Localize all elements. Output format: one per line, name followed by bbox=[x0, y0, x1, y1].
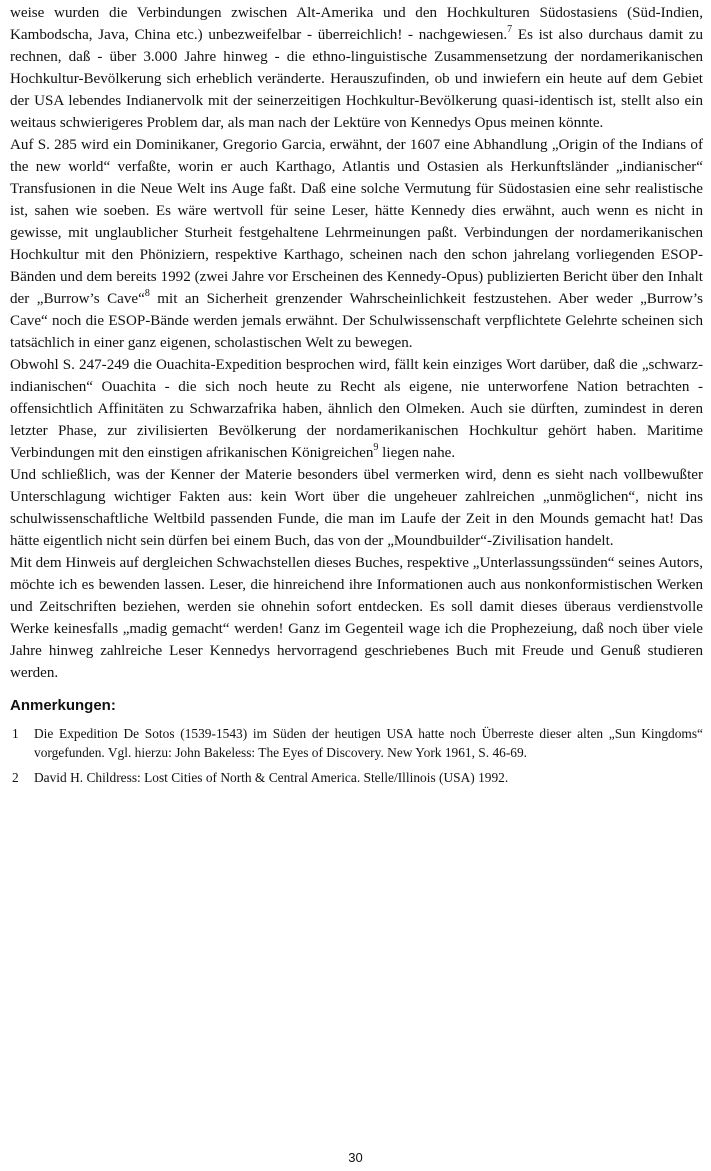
paragraph-text-continued: liegen nahe. bbox=[378, 445, 456, 461]
page-number: 30 bbox=[348, 1150, 363, 1165]
footnote-number: 2 bbox=[12, 770, 19, 785]
footnote-number: 1 bbox=[12, 726, 19, 741]
paragraph-5 bbox=[10, 552, 703, 684]
paragraph-text-continued: mit an Sicherheit grenzender Wahrscheinlichkeit festzustehen. Aber weder „Burrow’s Cave“ noch die ESOP-Bände werden jemals erwähnt. Der Schulwissenschaft verpflichtete Gelehrte scheinen sich tatsächlich in einer ganz eigenen, scholastischen Welt zu bewegen. bbox=[10, 291, 703, 351]
body-text bbox=[10, 2, 703, 684]
paragraph-text: Und schließlich, was der Kenner der Materie besonders übel vermerken wird, denn es sieht nach vollbewußter Unterschlagung wichtiger Fakten aus: kein Wort über die ungeheuer zahlreichen „unmöglichen“, nicht ins schulwissenschaftliche Weltbild passenden Funde, die man im Laufe der Zeit in den Mounds gemacht hat! Das hätte eigentlich nicht sein dürfen bei einem Buch, das von der „Moundbuilder“-Zivilisation handelt. bbox=[10, 467, 703, 549]
paragraph-text-continued: Es ist also durchaus damit zu rechnen, daß - über 3.000 Jahre hinweg - die ethno-linguistische Zusammensetzung der nordamerikanischen Hochkultur-Bevölkerung sich erheblich veränderte. Herauszufinden, ob und inwiefern ein heute auf dem Gebiet der USA lebendes Indianervolk mit der seinerzeitigen Hochkultur-Bevölkerung quasi-identisch ist, stellt also ein weitaus schwierigeres Problem dar, als man nach der Lektüre von Kennedys Opus meinen könnte. bbox=[10, 27, 703, 131]
footnote-text: David H. Childress: Lost Cities of North & Central America. Stelle/Illinois (USA) 1992. bbox=[34, 770, 509, 785]
footnote-item bbox=[10, 724, 703, 762]
footnote-item bbox=[10, 768, 703, 787]
footnote-text: Die Expedition De Sotos (1539-1543) im Süden der heutigen USA hatte noch Überreste dieser alten „Sun Kingdoms“ vorgefunden. Vgl. hierzu: John Bakeless: The Eyes of Discovery. New York 1961, S. 46-69. bbox=[34, 726, 703, 760]
footnote-ref-7: 7 bbox=[507, 23, 513, 35]
notes-heading: Anmerkungen: bbox=[10, 697, 116, 714]
paragraph-3 bbox=[10, 354, 703, 464]
paragraph-text: Auf S. 285 wird ein Dominikaner, Gregorio Garcia, erwähnt, der 1607 eine Abhandlung „Origin of the Indians of the new world“ verfaßte, worin er auch Karthago, Atlantis und Ostasien als Herkunftsländer „indianischer“ Transfusionen in die Neue Welt ins Auge faßt. Daß eine solche Vermutung für Südostasien eine sehr realistische ist, sahen wie soeben. Es wäre wertvoll für seine Leser, hätte Kennedy dies erwähnt, auch wenn es nicht in gewisse, mit unglaublicher Sturheit festgehaltene Lehrmeinungen paßt. Verbindungen der nordamerikanischen Hochkultur mit den Phöniziern, respektive Karthago, scheinen nach den schon jahrelang vorliegenden ESOP-Bänden und dem bereits 1992 (zwei Jahre vor Erscheinen des Kennedy-Opus) publizierten Bericht über den Inhalt der „Burrow’s Cave“ bbox=[10, 137, 703, 307]
paragraph-1 bbox=[10, 2, 703, 134]
document-page bbox=[10, 2, 703, 793]
paragraph-4 bbox=[10, 464, 703, 552]
footnote-ref-8: 8 bbox=[144, 287, 150, 299]
footnote-list bbox=[10, 724, 703, 787]
footnote-ref-9: 9 bbox=[373, 441, 379, 453]
paragraph-2 bbox=[10, 134, 703, 354]
paragraph-text: Obwohl S. 247-249 die Ouachita-Expedition besprochen wird, fällt kein einziges Wort darüber, daß die „schwarz-indianischen“ Ouachita - die sich noch heute zu Recht als eigene, nie unterworfene Nation betrachten - offensichtlich Affinitäten zu Schwarzafrika haben, ähnlich den Olmeken. Auch sie dürften, zumindest in deren letzter Phase, zur zivilisierten Bevölkerung der nordamerikanischen Hochkultur gehört haben. Maritime Verbindungen mit den einstigen afrikanischen Königreichen bbox=[10, 357, 703, 461]
paragraph-text: weise wurden die Verbindungen zwischen Alt-Amerika und den Hochkulturen Südostasiens (Süd-Indien, Kambodscha, Java, China etc.) unbezweifelbar - überreichlich! - nachgewiesen. bbox=[10, 5, 703, 43]
paragraph-text: Mit dem Hinweis auf dergleichen Schwachstellen dieses Buches, respektive „Unterlassungssünden“ seines Autors, möchte ich es bewenden lassen. Leser, die hinreichend ihre Informationen auch aus nonkonformistischen Werken und Zeitschriften beziehen, werden sie ohnehin sofort entdecken. Es soll damit dieses überaus verdienstvolle Werke keinesfalls „madig gemacht“ werden! Ganz im Gegenteil wage ich die Prophezeiung, daß noch über viele Jahre hinweg zahlreiche Leser Kennedys hervorragend geschriebenes Buch mit Freude und Genuß studieren werden. bbox=[10, 555, 703, 681]
